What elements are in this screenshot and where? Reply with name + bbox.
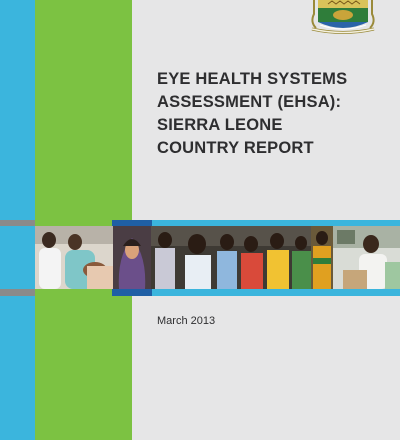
photo-woman-in-headscarf bbox=[113, 226, 151, 289]
report-title-line: EYE HEALTH SYSTEMS bbox=[157, 70, 348, 88]
report-title-line: ASSESSMENT (EHSA): bbox=[157, 93, 342, 111]
photo-strip-bottom-border bbox=[0, 289, 400, 296]
report-title-line: SIERRA LEONE bbox=[157, 116, 283, 134]
publication-date: March 2013 bbox=[157, 315, 216, 327]
photo-health-worker-with-infant bbox=[35, 226, 113, 289]
photo-women-in-colorful-dress bbox=[311, 226, 333, 289]
photo-strip bbox=[35, 226, 400, 289]
coat-of-arms-logo bbox=[304, 0, 382, 34]
photo-woman-at-desk bbox=[333, 226, 400, 289]
report-title-line: COUNTRY REPORT bbox=[157, 139, 314, 157]
report-title bbox=[157, 68, 393, 160]
photo-schoolchildren bbox=[151, 226, 311, 289]
